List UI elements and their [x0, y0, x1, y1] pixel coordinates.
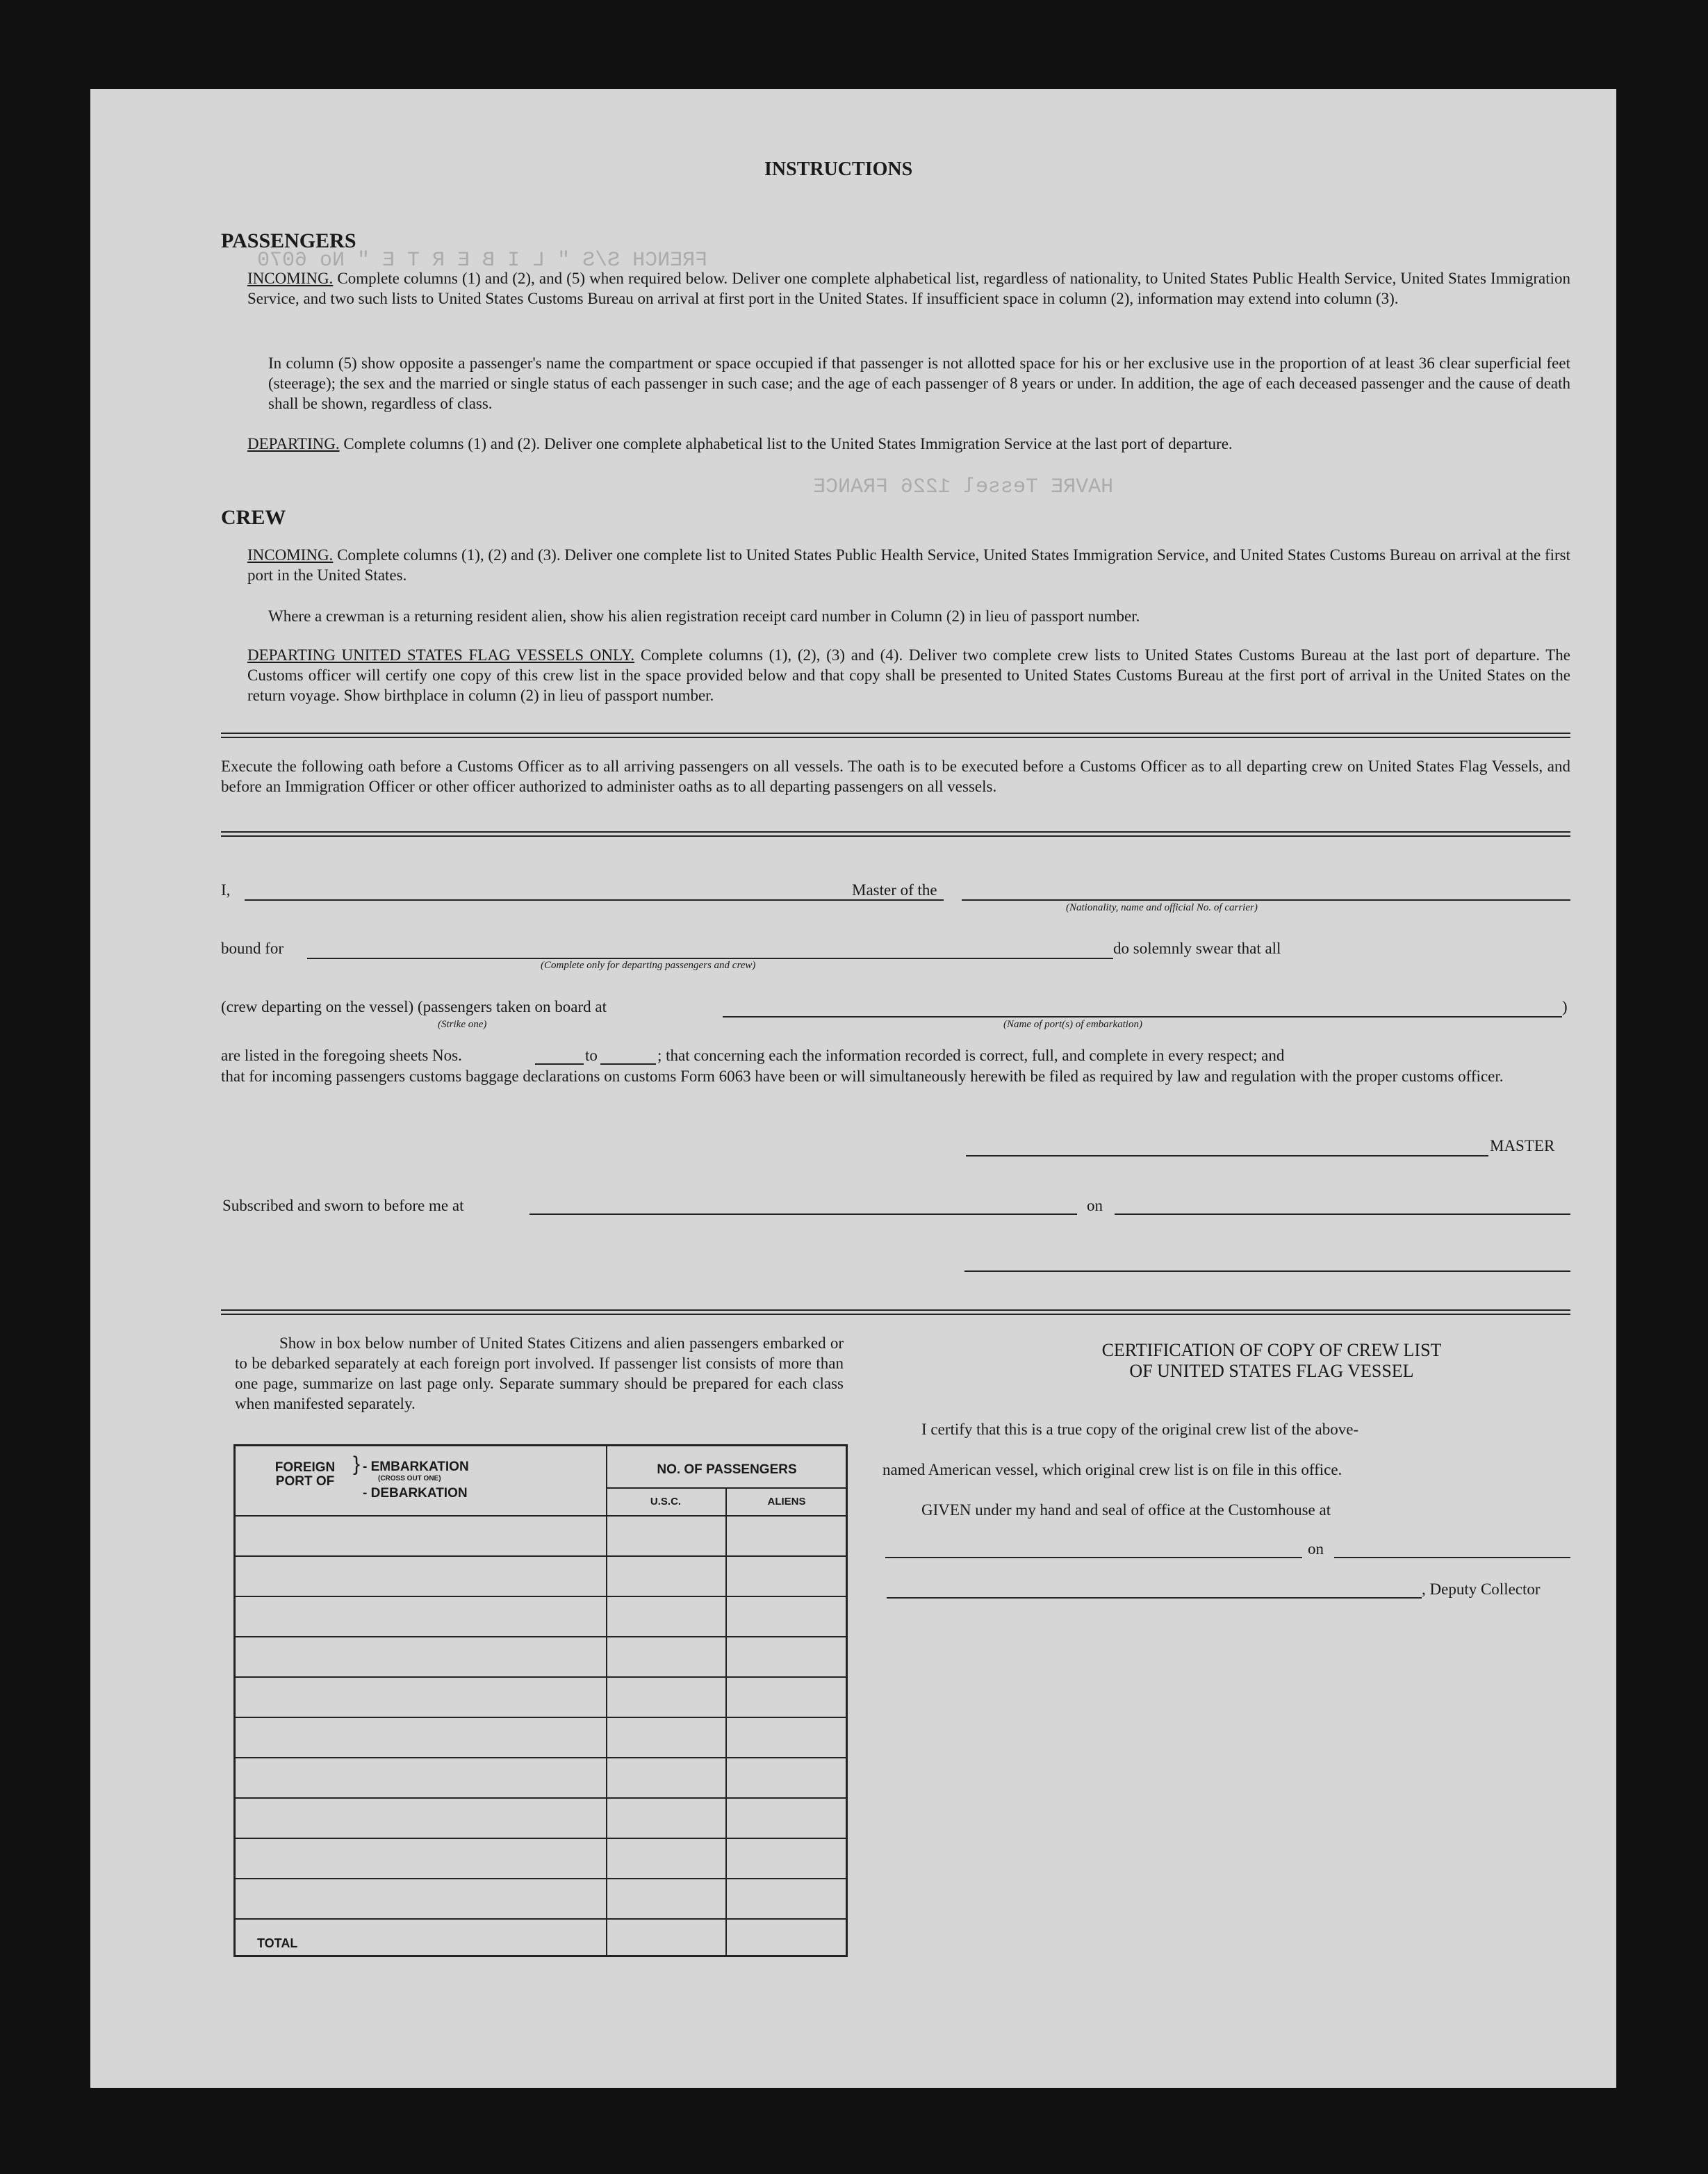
- given-text: GIVEN under my hand and seal of office at the Customhouse at: [921, 1501, 1331, 1519]
- crew-resident-paragraph: Where a crewman is a returning resident alien, show his alien registration receipt card number in Column (2) in lieu of passport number.: [268, 607, 1140, 625]
- certify-text-1: I certify that this is a true copy of the original crew list of the above-: [921, 1421, 1359, 1438]
- certification-date-field[interactable]: [1334, 1557, 1570, 1558]
- passengers-departing-paragraph: [247, 434, 1570, 454]
- debarkation-header: - DEBARKATION: [363, 1486, 468, 1501]
- aliens-header: ALIENS: [767, 1496, 806, 1507]
- complete-only-caption: (Complete only for departing passengers and crew): [541, 960, 756, 971]
- bound-for-field[interactable]: [307, 958, 1113, 959]
- passengers-heading: PASSENGERS: [221, 229, 356, 252]
- table-header-rule: [233, 1515, 848, 1517]
- crew-heading: CREW: [221, 506, 286, 529]
- customhouse-field[interactable]: [885, 1557, 1302, 1558]
- incoming-label: INCOMING.: [247, 270, 334, 287]
- sworn-place-field[interactable]: [529, 1213, 1077, 1215]
- departing-text: Complete columns (1) and (2). Deliver one complete alphabetical list to the United States Immigration Service at the last port of departure.: [343, 435, 1233, 452]
- i-label: I,: [221, 881, 231, 899]
- table-row-line: [233, 1676, 848, 1678]
- table-divider: [606, 1487, 848, 1489]
- certification-title-1: CERTIFICATION OF COPY OF CREW LIST: [1101, 1340, 1442, 1360]
- table-row-line: [233, 1838, 848, 1839]
- brace-icon: }: [353, 1453, 361, 1476]
- summary-instructions: Show in box below number of United States Citizens and alien passengers embarked or to be debarked separately at each foreign port involved. If passenger list consists of more than one page, summarize on last page only. Separate summary should be prepared for each class when manifested separately.: [235, 1334, 844, 1412]
- sheet-to-field[interactable]: [600, 1063, 656, 1065]
- subscribed-label: Subscribed and sworn to before me at: [222, 1197, 464, 1214]
- master-name-field[interactable]: [245, 899, 944, 901]
- on-label: on: [1087, 1197, 1103, 1214]
- incoming-text: Complete columns (1) and (2), and (5) when required below. Deliver one complete alphabetical list, regardless of nationality, to United States Public Health Service, United States Immigration Service, and two such lists to United States Customs Bureau on arrival at first port in the United States. If insufficient space in column (2), information may extend into column (3).: [247, 270, 1571, 307]
- table-row-line: [233, 1555, 848, 1557]
- to-label: to: [585, 1047, 598, 1064]
- passengers-column5-paragraph: In column (5) show opposite a passenger's name the compartment or space occupied if that passenger is not allotted space for his or her exclusive use in the proportion of at least 36 clear superficial feet (steerage); the sex and the married or single status of each passenger in such case; and the age of each passenger of 8 years or under. In addition, the age of each deceased passenger and the cause of death shall be shown, regardless of class.: [268, 354, 1570, 412]
- crew-departing-text: Complete columns (1), (2), (3) and (4). Deliver two complete crew lists to United States Customs Bureau at the last port of departure. The Customs officer will certify one copy of this crew list in the space provided below and that copy shall be presented to United States Customs Bureau at the first port of arrival in the United States on the return voyage. Show birthplace in column (2) in lieu of passport number.: [247, 646, 1571, 704]
- master-of-label: Master of the: [852, 881, 937, 899]
- strike-one-caption: (Strike one): [438, 1019, 487, 1030]
- certify-text-2: named American vessel, which original crew list is on file in this office.: [882, 1461, 1342, 1478]
- master-signature-field[interactable]: [966, 1155, 1488, 1157]
- listed-text-3: that for incoming passengers customs baggage declarations on customs Form 6063 have been or will simultaneously herewith be filed as required by law and regulation with the proper customs officer.: [221, 1068, 1504, 1085]
- crew-incoming-text: Complete columns (1), (2) and (3). Deliver one complete list to United States Public Health Service, United States Immigration Service, and United States Customs Bureau on arrival at the first port in the United States.: [247, 546, 1570, 584]
- table-divider: [606, 1444, 607, 1957]
- no-passengers-header: NO. OF PASSENGERS: [657, 1462, 797, 1477]
- vessel-field[interactable]: [962, 899, 1570, 901]
- listed-label: are listed in the foregoing sheets Nos.: [221, 1047, 462, 1064]
- passenger-summary-table: [233, 1444, 848, 1957]
- table-row-line: [233, 1878, 848, 1879]
- crew-departing-label: DEPARTING UNITED STATES FLAG VESSELS ONLY.: [247, 646, 635, 664]
- departing-label: DEPARTING.: [247, 435, 340, 452]
- foreign-port-header: FOREIGN PORT OF: [274, 1460, 336, 1489]
- listed-text-2: ; that concerning each the information recorded is correct, full, and complete in every respect; and: [657, 1047, 1285, 1064]
- close-paren: ): [1562, 998, 1568, 1015]
- ports-field[interactable]: [723, 1016, 1562, 1017]
- crew-departing-paragraph: [247, 645, 1570, 705]
- total-label: TOTAL: [257, 1936, 298, 1950]
- section-divider: [221, 733, 1570, 738]
- officer-signature-field[interactable]: [964, 1270, 1570, 1272]
- table-row-line: [233, 1636, 848, 1637]
- passengers-incoming-paragraph: [247, 268, 1570, 309]
- master-label: MASTER: [1490, 1137, 1555, 1154]
- table-row-line: [233, 1757, 848, 1758]
- deputy-collector-label: , Deputy Collector: [1422, 1580, 1541, 1598]
- table-row-line: [233, 1918, 848, 1920]
- table-row-line: [233, 1717, 848, 1718]
- crew-incoming-paragraph: [247, 545, 1570, 585]
- cross-out-header: (CROSS OUT ONE): [378, 1475, 441, 1482]
- deputy-signature-field[interactable]: [887, 1597, 1422, 1599]
- bleed-through-text: FRENCH S/S " L I B E R T E " No 6070: [257, 249, 708, 272]
- section-divider: [221, 831, 1570, 837]
- section-divider: [221, 1309, 1570, 1315]
- nationality-caption: (Nationality, name and official No. of carrier): [1066, 902, 1258, 913]
- crew-departing-label: (crew departing on the vessel) (passengers taken on board at: [221, 998, 607, 1015]
- swear-label: do solemnly swear that all: [1113, 940, 1281, 957]
- table-divider: [725, 1487, 727, 1957]
- embarkation-header: - EMBARKATION: [363, 1460, 469, 1474]
- bleed-through-text: HAVRE Tessel 1226 FRANCE: [813, 475, 1114, 499]
- oath-intro: Execute the following oath before a Customs Officer as to all arriving passengers on all vessels. The oath is to be executed before a Customs Officer as to all departing crew on United States Flag Vessels, and before an Immigration Officer or other officer authorized to administer oaths as to all departing passengers on all vessels.: [221, 758, 1570, 795]
- certification-title: [973, 1340, 1570, 1382]
- ports-caption: (Name of port(s) of embarkation): [1003, 1019, 1142, 1030]
- table-row-line: [233, 1797, 848, 1799]
- certification-title-2: OF UNITED STATES FLAG VESSEL: [1129, 1361, 1414, 1381]
- certification-on-label: on: [1308, 1540, 1324, 1558]
- page-title: INSTRUCTIONS: [764, 158, 913, 180]
- sworn-date-field[interactable]: [1115, 1213, 1570, 1215]
- form-page: [90, 89, 1616, 2088]
- crew-incoming-label: INCOMING.: [247, 546, 334, 564]
- sheet-from-field[interactable]: [535, 1063, 584, 1065]
- table-row-line: [233, 1596, 848, 1597]
- bound-for-label: bound for: [221, 940, 284, 957]
- usc-header: U.S.C.: [650, 1496, 682, 1507]
